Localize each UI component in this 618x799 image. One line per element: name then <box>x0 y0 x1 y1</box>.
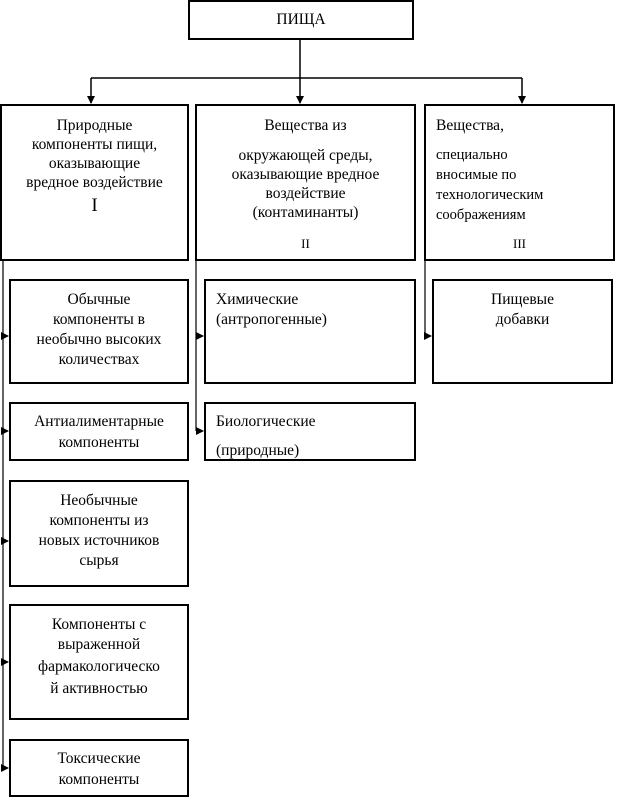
group-2-numeral: II <box>301 236 310 251</box>
item-2-2-line-2: (природные) <box>216 442 300 459</box>
item-2-1-line-1: Химические <box>216 291 299 308</box>
group-3-line-4: технологическим <box>436 187 544 203</box>
group-1-line-4: вредное воздействие <box>26 174 163 191</box>
item-2-2-line-1: Биологические <box>216 413 316 430</box>
item-1-5-line-2: компоненты <box>58 771 140 788</box>
group-1-line-1: Природные <box>56 117 133 134</box>
group-box-3 <box>424 104 615 261</box>
group-box-1 <box>0 104 189 261</box>
group-1-line-3: оказывающие <box>48 155 141 172</box>
group-3-line-3: вносимые по <box>436 167 517 183</box>
group-2-line-5: (контаминанты) <box>252 204 359 221</box>
group-1-numeral: I <box>91 195 98 216</box>
group-3-line-1: Вещества, <box>436 117 504 134</box>
item-3-1-line-2: добавки <box>495 311 550 328</box>
item-2-1 <box>204 279 416 384</box>
item-1-1-line-3: необычно высоких <box>36 331 162 348</box>
item-2-2 <box>204 402 416 461</box>
group-2-line-2: окружающей среды, <box>238 147 373 164</box>
item-1-1-line-2: компоненты в <box>53 311 145 328</box>
group-3-numeral: III <box>513 236 526 251</box>
item-1-3-line-4: сырья <box>79 552 119 569</box>
item-1-1 <box>9 279 189 384</box>
group-3-line-5: соображениям <box>436 207 526 223</box>
item-1-5-line-1: Токсические <box>57 750 141 767</box>
item-1-2-line-1: Антиалиментарные <box>34 413 164 430</box>
item-1-2 <box>9 402 189 461</box>
item-1-5 <box>9 739 189 797</box>
item-1-3-line-2: компоненты из <box>49 512 149 529</box>
item-2-1-line-2: (антропогенные) <box>216 311 327 328</box>
group-box-2 <box>195 104 416 261</box>
item-1-3-line-3: новых источников <box>38 532 160 549</box>
item-1-3-line-1: Необычные <box>60 492 138 509</box>
item-1-4-line-4: й активностью <box>50 680 148 697</box>
item-1-4 <box>9 604 189 720</box>
root-box <box>188 0 414 40</box>
item-1-1-line-1: Обычные <box>67 291 131 308</box>
item-1-4-line-2: выраженной <box>57 636 141 653</box>
item-1-2-line-2: компоненты <box>58 434 140 451</box>
item-1-4-line-3: фармакологическо <box>38 658 160 675</box>
group-2-line-3: оказывающие вредное <box>231 166 380 183</box>
root-label: ПИЩА <box>276 11 326 28</box>
group-3-line-2: специально <box>436 147 508 163</box>
group-1-line-2: компоненты пищи, <box>31 136 158 153</box>
item-1-4-line-1: Компоненты с <box>51 616 147 633</box>
item-3-1-line-1: Пищевые <box>491 291 554 308</box>
group-2-line-4: воздействие <box>265 185 346 202</box>
item-1-1-line-4: количествах <box>58 351 140 368</box>
item-3-1 <box>432 279 613 384</box>
group-2-line-1: Вещества из <box>264 117 347 134</box>
item-1-3 <box>9 480 189 587</box>
